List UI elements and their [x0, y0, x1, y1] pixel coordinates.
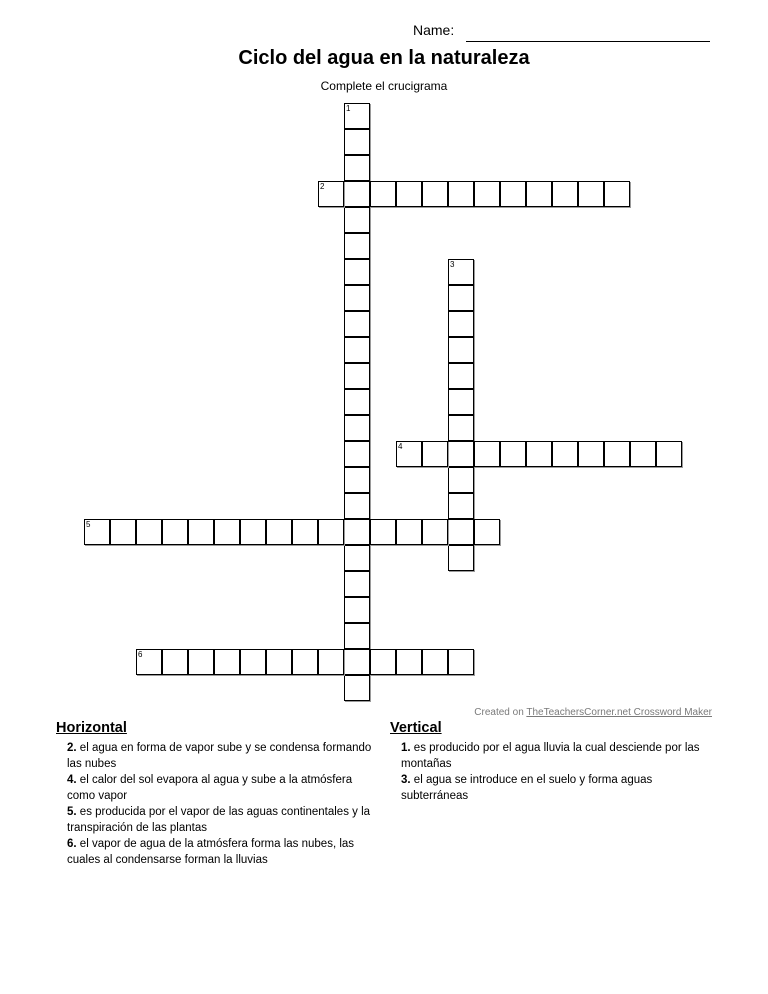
crossword-cell[interactable]	[344, 389, 370, 415]
cell-number: 6	[138, 650, 143, 659]
crossword-cell[interactable]	[344, 233, 370, 259]
crossword-cell[interactable]	[344, 649, 370, 675]
crossword-cell[interactable]	[396, 649, 422, 675]
cell-number: 5	[86, 520, 91, 529]
cell-number: 1	[346, 104, 351, 113]
crossword-cell[interactable]	[344, 337, 370, 363]
crossword-cell[interactable]	[240, 519, 266, 545]
crossword-cell[interactable]	[422, 649, 448, 675]
crossword-cell[interactable]	[448, 649, 474, 675]
cell-number: 3	[450, 260, 455, 269]
clue-text: es producida por el vapor de las aguas continentales y la transpiración de las plantas	[67, 806, 371, 834]
crossword-cell[interactable]	[318, 649, 344, 675]
crossword-cell[interactable]	[448, 311, 474, 337]
crossword-cell[interactable]	[552, 181, 578, 207]
crossword-cell[interactable]	[630, 441, 656, 467]
crossword-cell[interactable]	[344, 467, 370, 493]
crossword-cell[interactable]	[110, 519, 136, 545]
crossword-cell[interactable]	[526, 181, 552, 207]
crossword-cell[interactable]	[422, 519, 448, 545]
crossword-cell[interactable]	[344, 623, 370, 649]
crossword-cell[interactable]	[266, 649, 292, 675]
crossword-cell[interactable]	[474, 519, 500, 545]
cell-number: 4	[398, 442, 403, 451]
crossword-cell[interactable]	[604, 181, 630, 207]
crossword-cell[interactable]	[370, 519, 396, 545]
clue-across-2	[56, 740, 376, 772]
crossword-cell[interactable]	[396, 519, 422, 545]
crossword-cell[interactable]	[344, 415, 370, 441]
crossword-cell[interactable]	[136, 519, 162, 545]
crossword-cell[interactable]	[448, 389, 474, 415]
crossword-cell[interactable]	[422, 441, 448, 467]
crossword-cell[interactable]	[526, 441, 552, 467]
cell-number: 2	[320, 182, 325, 191]
clue-across-6	[56, 836, 376, 868]
crossword-cell[interactable]	[292, 649, 318, 675]
crossword-cell[interactable]	[448, 259, 474, 285]
clue-text: el vapor de agua de la atmósfera forma las nubes, las cuales al condensarse forman la lluvias	[67, 838, 355, 866]
crossword-cell[interactable]	[474, 441, 500, 467]
clue-text: es producido por el agua lluvia la cual desciende por las montañas	[401, 742, 700, 770]
credit-line	[474, 707, 712, 718]
clue-down-3	[390, 772, 716, 804]
crossword-cell[interactable]	[578, 441, 604, 467]
crossword-cell[interactable]	[552, 441, 578, 467]
crossword-cell[interactable]	[370, 649, 396, 675]
crossword-cell[interactable]	[396, 441, 422, 467]
crossword-cell[interactable]	[344, 259, 370, 285]
clue-number: 3.	[401, 774, 411, 786]
crossword-cell[interactable]	[344, 493, 370, 519]
clue-number: 5.	[67, 806, 77, 818]
crossword-cell[interactable]	[448, 441, 474, 467]
clue-down-1	[390, 740, 716, 772]
crossword-cell[interactable]	[344, 181, 370, 207]
crossword-cell[interactable]	[448, 545, 474, 571]
page-title: Ciclo del agua en la naturaleza	[238, 47, 530, 69]
name-field-line[interactable]	[466, 41, 710, 42]
crossword-cell[interactable]	[604, 441, 630, 467]
crossword-cell[interactable]	[188, 519, 214, 545]
clue-text: el agua se introduce en el suelo y forma aguas subterráneas	[401, 774, 653, 802]
crossword-cell[interactable]	[214, 649, 240, 675]
crossword-cell[interactable]	[344, 103, 370, 129]
crossword-cell[interactable]	[370, 181, 396, 207]
crossword-cell[interactable]	[448, 519, 474, 545]
clue-across-5	[56, 804, 376, 836]
crossword-cell[interactable]	[656, 441, 682, 467]
crossword-cell[interactable]	[292, 519, 318, 545]
crossword-cell[interactable]	[448, 415, 474, 441]
credit-prefix: Created on	[474, 707, 527, 718]
clue-text: el agua en forma de vapor sube y se condensa formando las nubes	[67, 742, 372, 770]
crossword-cell[interactable]	[344, 155, 370, 181]
crossword-cell[interactable]	[396, 181, 422, 207]
crossword-cell[interactable]	[318, 519, 344, 545]
crossword-cell[interactable]	[344, 545, 370, 571]
crossword-cell[interactable]	[344, 441, 370, 467]
clue-number: 4.	[67, 774, 77, 786]
down-heading: Vertical	[390, 720, 442, 736]
crossword-cell[interactable]	[474, 181, 500, 207]
crossword-cell[interactable]	[188, 649, 214, 675]
down-clues	[390, 720, 716, 804]
clue-number: 6.	[67, 838, 77, 850]
crossword-cell[interactable]	[318, 181, 344, 207]
crossword-cell[interactable]	[344, 597, 370, 623]
crossword-cell[interactable]	[448, 181, 474, 207]
crossword-cell[interactable]	[344, 129, 370, 155]
clue-number: 2.	[67, 742, 77, 754]
crossword-cell[interactable]	[240, 649, 266, 675]
crossword-cell[interactable]	[578, 181, 604, 207]
crossword-cell[interactable]	[448, 493, 474, 519]
crossword-cell[interactable]	[344, 675, 370, 701]
clue-text: el calor del sol evapora al agua y sube a la atmósfera como vapor	[67, 774, 353, 802]
crossword-cell[interactable]	[344, 285, 370, 311]
crossword-cell[interactable]	[214, 519, 240, 545]
crossword-cell[interactable]	[344, 207, 370, 233]
crossword-cell[interactable]	[500, 181, 526, 207]
crossword-cell[interactable]	[344, 519, 370, 545]
crossword-cell[interactable]	[448, 337, 474, 363]
across-heading: Horizontal	[56, 720, 127, 736]
crossword-cell[interactable]	[344, 363, 370, 389]
clue-across-4	[56, 772, 376, 804]
crossword-cell[interactable]	[162, 649, 188, 675]
crossword-cell[interactable]	[344, 311, 370, 337]
page-subtitle: Complete el crucigrama	[320, 79, 448, 93]
crossword-cell[interactable]	[500, 441, 526, 467]
crossword-cell[interactable]	[136, 649, 162, 675]
across-clues	[56, 720, 376, 868]
crossword-cell[interactable]	[448, 467, 474, 493]
crossword-cell[interactable]	[162, 519, 188, 545]
crossword-cell[interactable]	[84, 519, 110, 545]
credit-link[interactable]: TheTeachersCorner.net Crossword Maker	[526, 707, 712, 718]
crossword-cell[interactable]	[448, 285, 474, 311]
crossword-cell[interactable]	[422, 181, 448, 207]
crossword-cell[interactable]	[448, 363, 474, 389]
crossword-cell[interactable]	[266, 519, 292, 545]
crossword-cell[interactable]	[344, 571, 370, 597]
name-label: Name:	[413, 22, 455, 38]
clue-number: 1.	[401, 742, 411, 754]
